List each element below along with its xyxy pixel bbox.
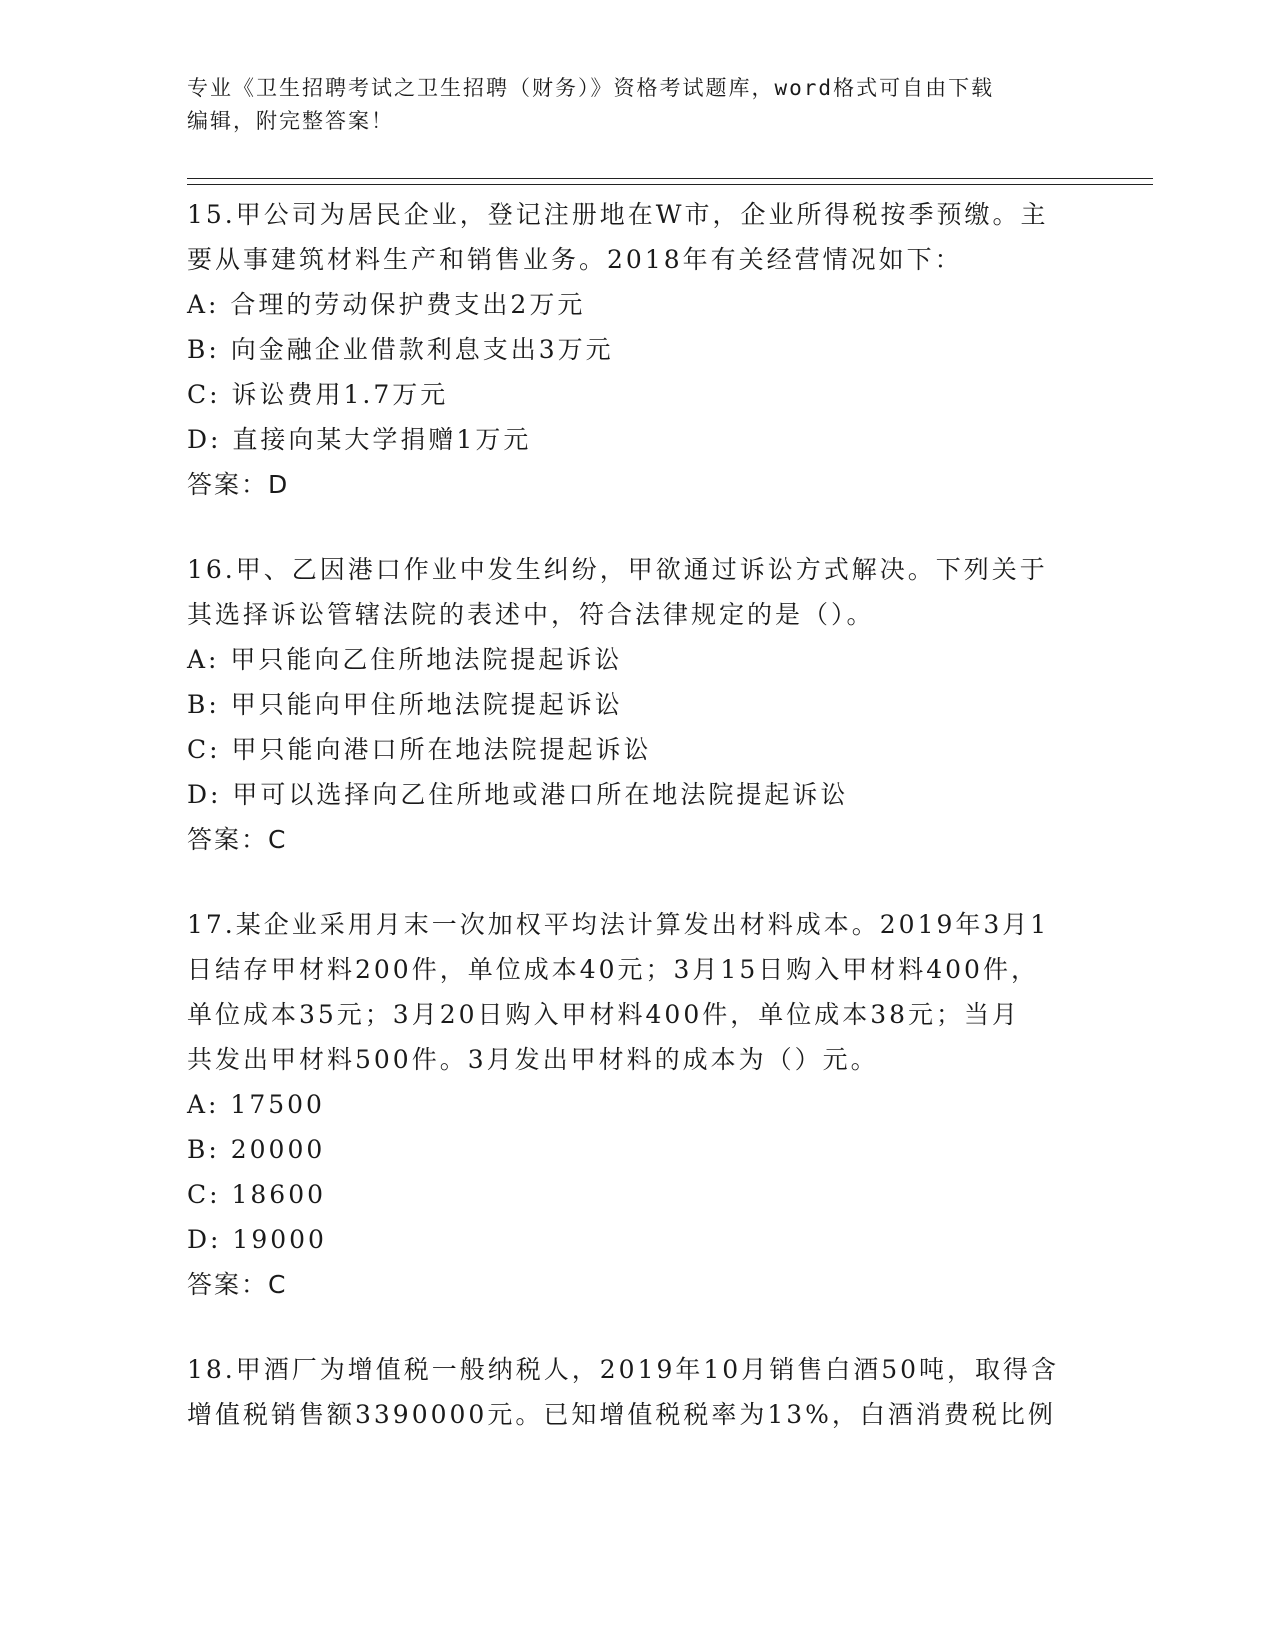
question-15 [187,192,1087,507]
option-c: C: 18600 [187,1180,327,1209]
option-a: A: 合理的劳动保护费支出2万元 [187,290,586,319]
answer-line: 答案：C [187,1270,288,1299]
question-stem-line: 其选择诉讼管辖法院的表述中，符合法律规定的是（）。 [187,600,875,629]
option-b: B: 甲只能向甲住所地法院提起诉讼 [187,690,623,719]
header-divider-top [187,178,1153,179]
header-line-2: 编辑，附完整答案！ [187,109,394,133]
question-stem-line: 18.甲酒厂为增值税一般纳税人，2019年10月销售白酒50吨，取得含 [187,1355,1060,1384]
option-b: B: 20000 [187,1135,326,1164]
option-a: A: 17500 [187,1090,325,1119]
option-b: B: 向金融企业借款利息支出3万元 [187,335,614,364]
question-stem-line: 要从事建筑材料生产和销售业务。2018年有关经营情况如下： [187,245,963,274]
question-stem-line: 16.甲、乙因港口作业中发生纠纷，甲欲通过诉讼方式解决。下列关于 [187,555,1048,584]
question-18 [187,1347,1087,1437]
question-17 [187,902,1087,1307]
question-stem-line: 单位成本35元；3月20日购入甲材料400件，单位成本38元；当月 [187,1000,1021,1029]
question-stem-line: 15.甲公司为居民企业，登记注册地在W市，企业所得税按季预缴。主 [187,200,1049,229]
document-header [187,72,1087,138]
question-list [187,192,1087,1477]
option-c: C: 甲只能向港口所在地法院提起诉讼 [187,735,652,764]
question-stem-line: 共发出甲材料500件。3月发出甲材料的成本为（）元。 [187,1045,879,1074]
answer-line: 答案：C [187,825,288,854]
header-divider-bottom [187,184,1153,185]
answer-line: 答案：D [187,470,290,499]
question-stem-line: 17.某企业采用月末一次加权平均法计算发出材料成本。2019年3月1 [187,910,1050,939]
option-d: D: 甲可以选择向乙住所地或港口所在地法院提起诉讼 [187,780,849,809]
option-d: D: 19000 [187,1225,327,1254]
option-c: C: 诉讼费用1.7万元 [187,380,449,409]
question-stem-line: 日结存甲材料200件，单位成本40元；3月15日购入甲材料400件， [187,955,1039,984]
question-stem-line: 增值税销售额3390000元。已知增值税税率为13%，白酒消费税比例 [187,1400,1056,1429]
question-16 [187,547,1087,862]
header-line-1: 专业《卫生招聘考试之卫生招聘（财务）》资格考试题库，word格式可自由下载 [187,76,995,100]
option-d: D: 直接向某大学捐赠1万元 [187,425,532,454]
option-a: A: 甲只能向乙住所地法院提起诉讼 [187,645,623,674]
